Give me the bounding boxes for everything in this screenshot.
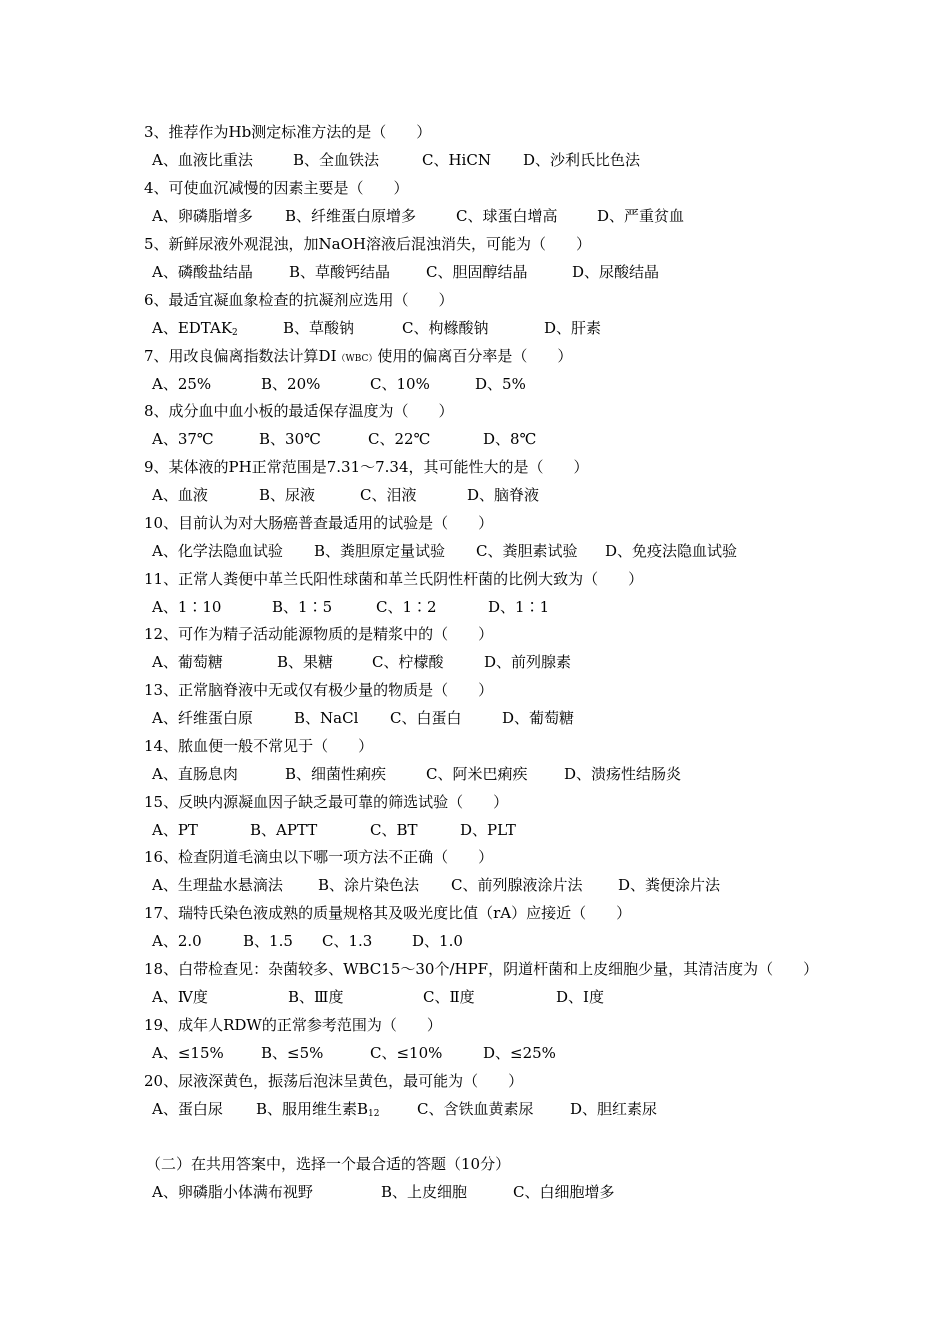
option-b: B、尿液	[259, 486, 316, 504]
option-c: C、10%	[370, 375, 430, 393]
option-d: D、1∶1	[488, 598, 550, 616]
option-a: A、1∶10	[152, 598, 222, 616]
question-17: 17、瑞特氏染色液成熟的质量规格其及吸光度比值（rA）应接近（ ）	[144, 904, 632, 922]
option-d: D、≤25%	[483, 1044, 556, 1062]
option-c: C、22℃	[368, 430, 431, 448]
option-a: A、血液比重法	[152, 151, 253, 169]
option-c: C、柠檬酸	[372, 653, 444, 671]
option-b: B、20%	[261, 375, 321, 393]
option-a: A、磷酸盐结晶	[152, 263, 253, 281]
option-a: A、蛋白尿	[152, 1100, 223, 1118]
option-c: C、≤10%	[370, 1044, 443, 1062]
option-a: A、直肠息肉	[152, 765, 238, 783]
option-c: C、枸橼酸钠	[402, 319, 489, 337]
option-d: D、8℃	[483, 430, 537, 448]
question-20: 20、尿液深黄色，振荡后泡沫呈黄色，最可能为（ ）	[144, 1072, 524, 1090]
subscript: 2	[232, 328, 238, 338]
options-16	[152, 872, 852, 898]
option-b: B、≤5%	[261, 1044, 324, 1062]
option-d: D、葡萄糖	[502, 709, 575, 727]
option-b: B、APTT	[250, 821, 318, 839]
question-6: 6、最适宜凝血象检查的抗凝剂应选用（ ）	[144, 291, 454, 309]
option-a-text: A、EDTAK	[152, 319, 233, 337]
question-9: 9、某体液的PH正常范围是7.31～7.34，其可能性大的是（ ）	[144, 458, 589, 476]
option-b-text: B、服用维生素B	[256, 1100, 369, 1118]
question-7	[144, 343, 572, 369]
option-a	[152, 315, 238, 346]
option-d: D、肝素	[544, 319, 602, 337]
option-c: C、白蛋白	[390, 709, 462, 727]
option-d: D、胆红素尿	[570, 1100, 658, 1118]
option-b: B、NaCl	[294, 709, 359, 727]
option-a: A、卵磷脂小体满布视野	[152, 1183, 313, 1201]
option-a: A、卵磷脂增多	[152, 207, 253, 225]
option-d: D、严重贫血	[597, 207, 685, 225]
option-c: C、粪胆素试验	[476, 542, 578, 560]
option-d: D、尿酸结晶	[572, 263, 660, 281]
option-c: C、含铁血黄素尿	[417, 1100, 534, 1118]
question-5: 5、新鲜尿液外观混浊，加NaOH溶液后混浊消失，可能为（ ）	[144, 235, 591, 253]
option-a: A、≤15%	[152, 1044, 224, 1062]
question-3: 3、推荐作为Hb测定标准方法的是（ ）	[144, 123, 432, 141]
option-b: B、草酸钙结晶	[289, 263, 391, 281]
options-10	[152, 538, 852, 564]
option-b: B、果糖	[277, 653, 334, 671]
question-14: 14、脓血便一般不常见于（ ）	[144, 737, 374, 755]
option-b: B、全血铁法	[293, 151, 380, 169]
option-d: D、沙利氏比色法	[523, 151, 641, 169]
options-20	[152, 1096, 852, 1122]
option-b: B、细菌性痢疾	[285, 765, 387, 783]
option-d: D、溃疡性结肠炎	[564, 765, 682, 783]
options-13	[152, 705, 852, 731]
option-a: A、葡萄糖	[152, 653, 223, 671]
option-c: C、Ⅱ度	[423, 988, 475, 1006]
option-c: C、BT	[370, 821, 418, 839]
option-b: B、上皮细胞	[381, 1183, 468, 1201]
option-c: C、白细胞增多	[513, 1183, 615, 1201]
options-17	[152, 928, 852, 954]
question-4: 4、可使血沉减慢的因素主要是（ ）	[144, 179, 409, 197]
option-b	[256, 1096, 380, 1127]
question-8: 8、成分血中血小板的最适保存温度为（ ）	[144, 402, 454, 420]
option-a: A、化学法隐血试验	[152, 542, 283, 560]
option-d: D、脑脊液	[467, 486, 540, 504]
option-b: B、纤维蛋白原增多	[285, 207, 417, 225]
options-9	[152, 482, 852, 508]
question-11: 11、正常人粪便中革兰氏阳性球菌和革兰氏阴性杆菌的比例大致为（ ）	[144, 570, 644, 588]
subscript: 12	[368, 1109, 380, 1119]
options-18	[152, 984, 852, 1010]
option-c: C、1∶2	[376, 598, 437, 616]
options-7	[152, 371, 852, 397]
option-a: A、Ⅳ度	[152, 988, 208, 1006]
option-c: C、胆固醇结晶	[426, 263, 528, 281]
question-7-pre: 7、用改良偏离指数法计算DI	[144, 347, 337, 365]
option-b: B、涂片染色法	[318, 876, 420, 894]
option-a: A、2.0	[152, 932, 202, 950]
option-d: D、粪便涂片法	[618, 876, 721, 894]
option-c: C、1.3	[322, 932, 373, 950]
option-a: A、25%	[152, 375, 212, 393]
option-d: D、前列腺素	[484, 653, 572, 671]
options-6	[152, 315, 852, 341]
question-7-sub: （WBC）	[336, 354, 378, 364]
option-a: A、生理盐水悬滴法	[152, 876, 283, 894]
option-d: D、Ⅰ度	[556, 988, 604, 1006]
options-15	[152, 817, 852, 843]
options-12	[152, 649, 852, 675]
section-title: （二）在共用答案中，选择一个最合适的答题（10分）	[146, 1155, 511, 1173]
option-b: B、30℃	[259, 430, 321, 448]
question-12: 12、可作为精子活动能源物质的是精浆中的（ ）	[144, 625, 494, 643]
option-b: B、Ⅲ度	[288, 988, 344, 1006]
option-d: D、免疫法隐血试验	[605, 542, 738, 560]
options-8	[152, 426, 852, 452]
option-a: A、PT	[152, 821, 198, 839]
option-a: A、纤维蛋白原	[152, 709, 253, 727]
option-b: B、草酸钠	[283, 319, 355, 337]
option-d: D、5%	[475, 375, 526, 393]
question-7-post: 使用的偏离百分率是（ ）	[377, 347, 573, 365]
question-18: 18、白带检查见：杂菌较多、WBC15～30个/HPF，阴道杆菌和上皮细胞少量，其清洁度为（ ）	[144, 960, 819, 978]
option-b: B、1∶5	[272, 598, 333, 616]
option-d: D、PLT	[460, 821, 516, 839]
option-c: C、HiCN	[422, 151, 491, 169]
section2-options	[152, 1179, 852, 1205]
option-c: C、泪液	[360, 486, 417, 504]
question-13: 13、正常脑脊液中无或仅有极少量的物质是（ ）	[144, 681, 494, 699]
question-16: 16、检查阴道毛滴虫以下哪一项方法不正确（ ）	[144, 848, 494, 866]
option-a: A、37℃	[152, 430, 214, 448]
question-19: 19、成年人RDW的正常参考范围为（ ）	[144, 1016, 442, 1034]
options-14	[152, 761, 852, 787]
options-19	[152, 1040, 852, 1066]
options-5	[152, 259, 852, 285]
option-b: B、1.5	[243, 932, 293, 950]
question-15: 15、反映内源凝血因子缺乏最可靠的筛选试验（ ）	[144, 793, 509, 811]
option-a: A、血液	[152, 486, 208, 504]
question-10: 10、目前认为对大肠癌普查最适用的试验是（ ）	[144, 514, 494, 532]
option-c: C、前列腺液涂片法	[451, 876, 583, 894]
option-d: D、1.0	[412, 932, 463, 950]
option-b: B、粪胆原定量试验	[314, 542, 446, 560]
option-c: C、阿米巴痢疾	[426, 765, 528, 783]
options-4	[152, 203, 852, 229]
options-3	[152, 147, 852, 173]
options-11	[152, 594, 852, 620]
option-c: C、球蛋白增高	[456, 207, 558, 225]
